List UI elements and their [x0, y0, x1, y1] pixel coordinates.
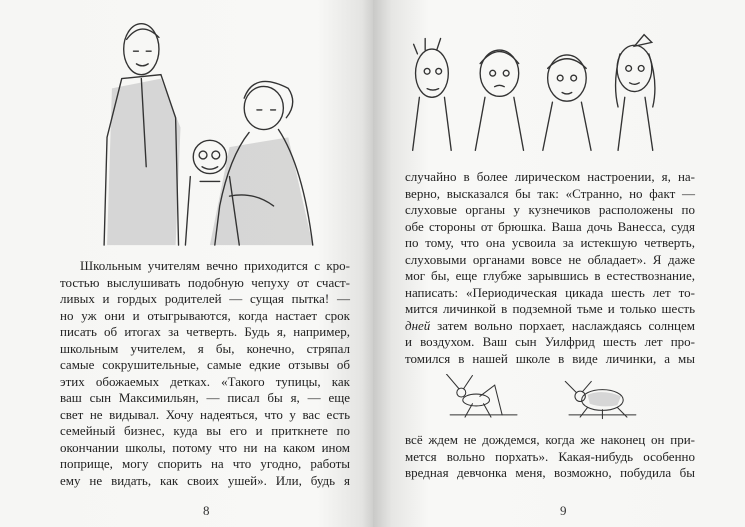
text-line: вредная девчонка меня, возможно, побудила бы [405, 465, 695, 480]
children-illustration [403, 25, 673, 160]
text-line: тостью выслушивать подобную чепуху от счаст- [60, 274, 350, 290]
text-line: верно, высказался бы так: «Странно, но факт — [405, 185, 695, 201]
text-line: слуховыми органами вовсе не обладает». Я даже [405, 251, 695, 267]
text-line: поприще, могу спорить на что угодно, работы [60, 456, 350, 471]
text-line-rest: затем вольно порхает, наслаждаясь солнцем [437, 317, 695, 333]
left-page-text [60, 258, 350, 489]
text-line: ваш сын Максимильян, — писал бы я, — еще [60, 390, 350, 405]
text-line: томился в нашей школе в виде личинки, а мы [405, 350, 695, 366]
text-line: школьным учителем, я бы, конечно, стряпал [60, 340, 350, 356]
text-line: мется вольно порхать». Какая-нибудь особенно [405, 448, 695, 464]
page-number: 9 [560, 503, 567, 518]
text-line: ему не видать, как своих ушей». Или, будь я [60, 472, 350, 488]
text-line: и воздухом. Ваш сын Уилфрид шесть лет про- [405, 334, 695, 349]
page-number: 8 [203, 503, 210, 518]
text-line: написать: «Периодическая цикада шесть лет то- [405, 284, 695, 300]
text-line: этих обожаемых детках. «Такого тупицы, как [60, 373, 350, 389]
text-line: самые сокрушительные, самые едкие отзывы об [60, 357, 350, 372]
text-line: случайно в более лирическом настроении, я, на- [405, 169, 695, 184]
text-line: ливых и гордых родителей — сущая пытка! — [60, 291, 350, 306]
right-page [373, 0, 745, 527]
italic-word: дней [405, 317, 431, 333]
text-line: писать об итогах за четверть. Будь я, например, [60, 324, 350, 339]
family-illustration [90, 10, 320, 250]
text-line: всё ждем не дождемся, когда же наконец он при- [405, 432, 695, 447]
text-line-with-italic [405, 318, 695, 335]
right-page-text-bottom [405, 432, 695, 482]
insects-illustration [408, 374, 678, 426]
text-line: свет не видывал. Хочу надеяться, что у вас есть [60, 406, 350, 422]
text-line: семейный бизнес, куда вы его и приткнете по [60, 423, 350, 438]
text-line: обе стороны от брюшка. Ваша дочь Ванесса, судя [405, 218, 695, 234]
text-line: слуховые органы у кузнечиков расположены по [405, 202, 695, 217]
text-line: окончании школы, потому что ни на каком ином [60, 439, 350, 455]
right-page-text-top [405, 169, 695, 367]
text-line: по тому, что она усвоила за истекшую четверть, [405, 235, 695, 250]
text-line: но уж они и отыгрываются, когда настает срок [60, 307, 350, 323]
text-line: Школьным учителям вечно приходится с кро- [80, 258, 350, 273]
text-line: мог бы, еще глубже зарывшись в естествознание, [405, 268, 695, 283]
text-line: мится личинкой в подземной тьме и только шесть [405, 301, 695, 316]
